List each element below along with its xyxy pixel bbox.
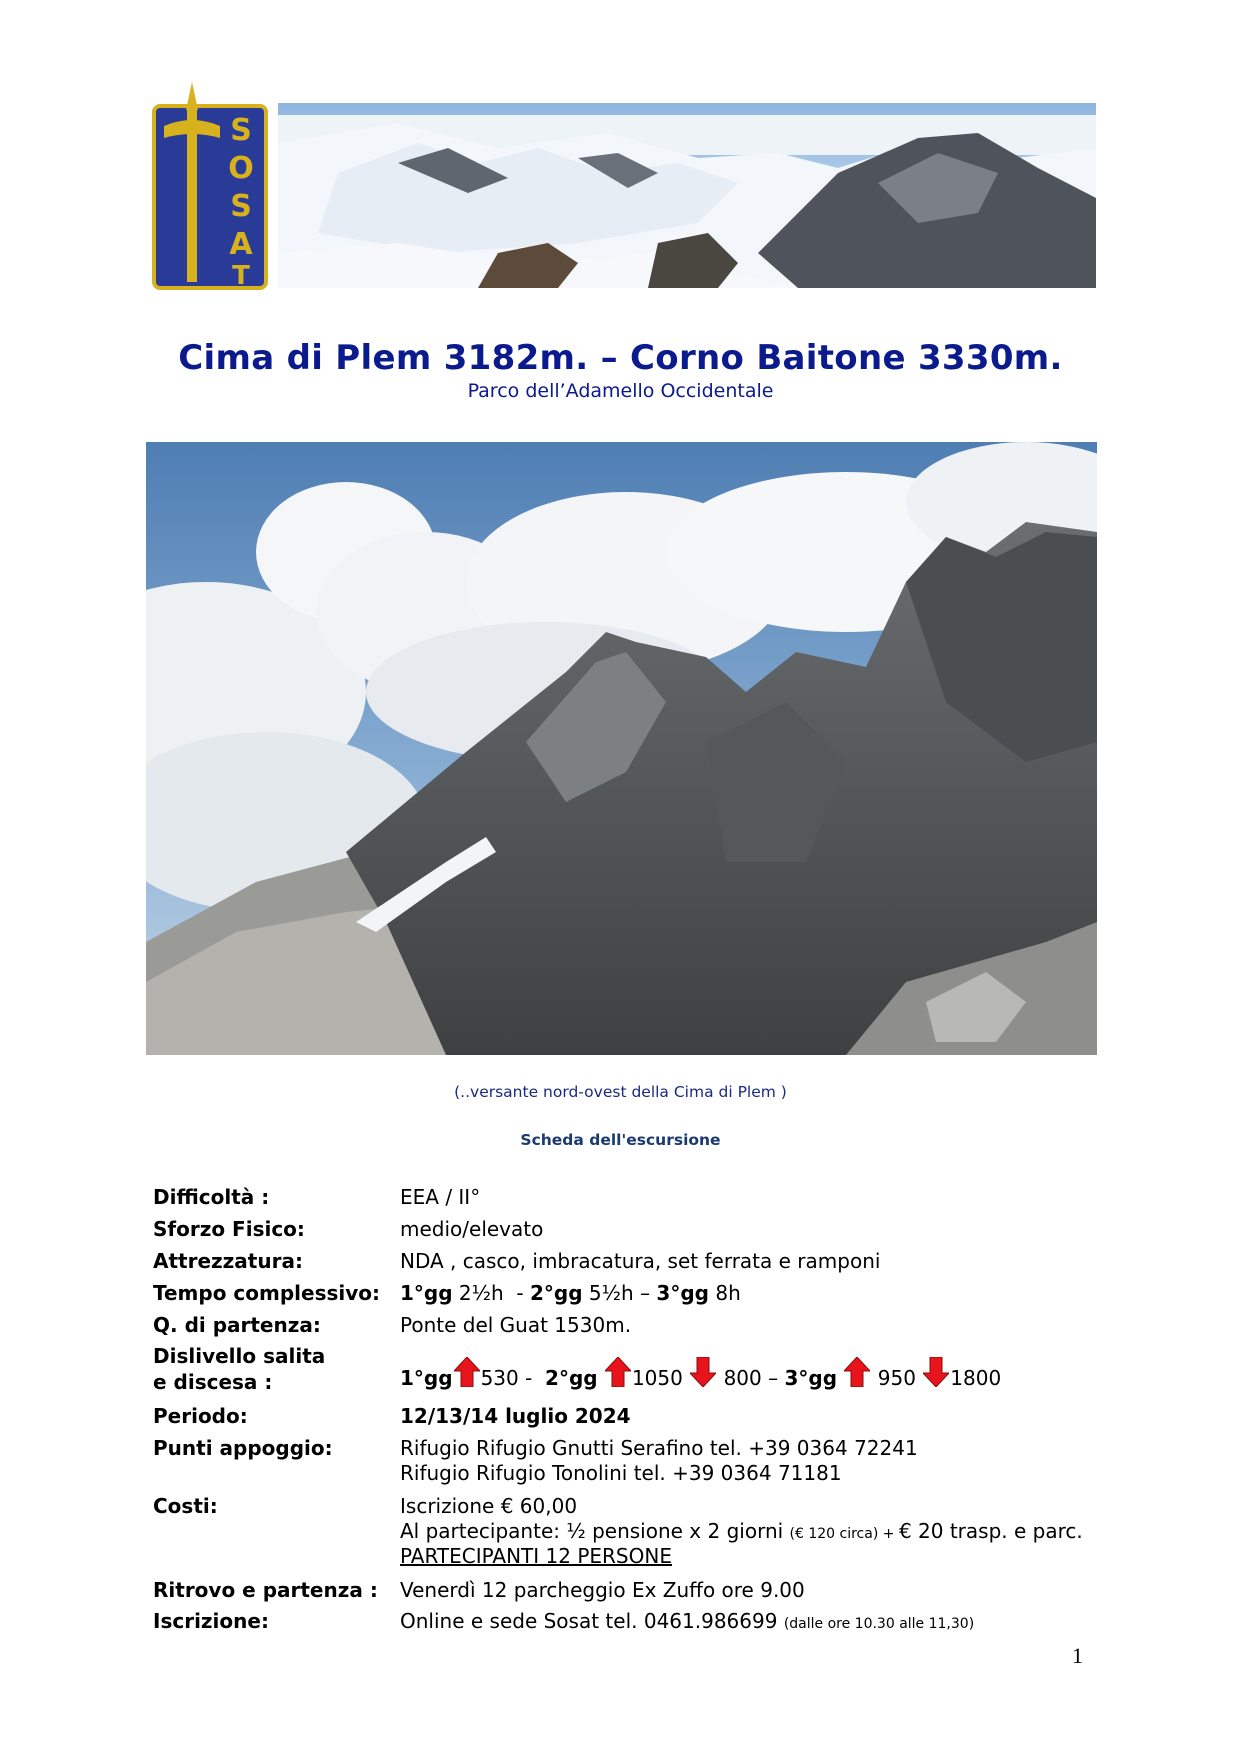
dislivello-day2: 2°gg [545, 1366, 598, 1390]
value-difficolta: EEA / II° [400, 1185, 481, 1209]
value-appoggio-1: Rifugio Rifugio Gnutti Serafino tel. +39 0364 72241 [400, 1436, 918, 1460]
label-difficolta: Difficoltà : [153, 1185, 270, 1209]
page-number: 1 [1072, 1643, 1083, 1668]
value-periodo: 12/13/14 luglio 2024 [400, 1404, 631, 1428]
label-appoggio: Punti appoggio: [153, 1436, 333, 1460]
value-costi-2 [400, 1519, 1083, 1543]
label-attrezzatura: Attrezzatura: [153, 1249, 303, 1273]
value-costi-3: PARTECIPANTI 12 PERSONE [400, 1544, 672, 1568]
costi-partecipante: Al partecipante: ½ pensione x 2 giorni [400, 1519, 790, 1543]
arrow-up-icon [454, 1357, 480, 1387]
svg-text:S: S [230, 113, 252, 148]
value-partenza: Ponte del Guat 1530m. [400, 1313, 632, 1337]
arrow-up-icon [844, 1357, 870, 1387]
tempo-time1: 2½h - [452, 1281, 530, 1305]
costi-trasporto: € 20 trasp. e parc. [898, 1519, 1083, 1543]
section-title: Scheda dell'escursione [520, 1131, 721, 1149]
photo-caption: (..versante nord-ovest della Cima di Plem ) [454, 1083, 787, 1101]
page-title: Cima di Plem 3182m. – Corno Baitone 3330m. [178, 338, 1063, 378]
value-sforzo: medio/elevato [400, 1217, 544, 1241]
svg-text:O: O [228, 151, 254, 186]
value-costi-1: Iscrizione € 60,00 [400, 1494, 578, 1518]
value-attrezzatura: NDA , casco, imbracatura, set ferrata e ramponi [400, 1249, 881, 1273]
dislivello-day3: 3°gg [784, 1366, 838, 1390]
svg-text:A: A [229, 227, 253, 262]
label-dislivello-1: Dislivello salita [153, 1344, 326, 1368]
page-subtitle: Parco dell’Adamello Occidentale [467, 380, 774, 402]
dislivello-down1: 800 – [717, 1366, 785, 1390]
dislivello-up1: 530 - [480, 1366, 539, 1390]
sosat-logo [150, 80, 270, 290]
costi-small: (€ 120 circa) + [789, 1526, 899, 1542]
tempo-day2: 2°gg [530, 1281, 583, 1305]
tempo-day1: 1°gg [400, 1281, 453, 1305]
label-iscrizione: Iscrizione: [153, 1609, 269, 1633]
dislivello-down2: 1800 [950, 1366, 1002, 1390]
tempo-day3: 3°gg [656, 1281, 709, 1305]
iscrizione-text: Online e sede Sosat tel. 0461.986699 [400, 1609, 784, 1633]
value-ritrovo: Venerdì 12 parcheggio Ex Zuffo ore 9.00 [400, 1578, 805, 1602]
label-tempo: Tempo complessivo: [153, 1281, 381, 1305]
label-costi: Costi: [153, 1494, 218, 1518]
arrow-up-icon [605, 1357, 631, 1387]
tempo-time2: 5½h – [582, 1281, 657, 1305]
label-dislivello-2: e discesa : [153, 1370, 273, 1394]
dislivello-day1: 1°gg [400, 1366, 453, 1390]
label-partenza: Q. di partenza: [153, 1313, 321, 1337]
value-appoggio-2: Rifugio Rifugio Tonolini tel. +39 0364 71181 [400, 1461, 842, 1485]
arrow-down-icon [923, 1357, 949, 1387]
arrow-down-icon [690, 1357, 716, 1387]
dislivello-up3: 950 [871, 1366, 923, 1390]
tempo-time3: 8h [708, 1281, 741, 1305]
svg-text:S: S [230, 189, 252, 224]
value-iscrizione [400, 1609, 974, 1633]
mountain-photo [146, 442, 1097, 1055]
label-sforzo: Sforzo Fisico: [153, 1217, 305, 1241]
dislivello-up2: 1050 [631, 1366, 690, 1390]
svg-text:T: T [232, 261, 250, 290]
value-tempo [400, 1281, 741, 1305]
label-ritrovo: Ritrovo e partenza : [153, 1578, 378, 1602]
header-banner-photo [278, 103, 1096, 288]
value-dislivello [400, 1357, 1001, 1390]
label-periodo: Periodo: [153, 1404, 248, 1428]
iscrizione-orari: (dalle ore 10.30 alle 11,30) [783, 1616, 975, 1632]
